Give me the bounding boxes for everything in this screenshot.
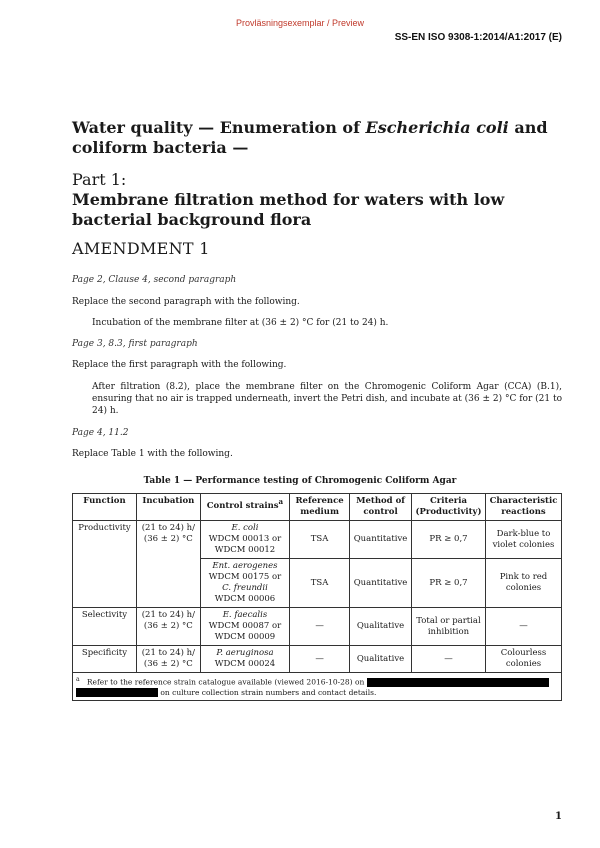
strain-name: E. faecalis (222, 610, 268, 620)
table-footnote (73, 673, 562, 701)
cell-reaction: Colourless colonies (485, 646, 561, 673)
strain-name: Ent. aerogenes (212, 561, 278, 571)
cell-reference-medium: TSA (290, 559, 350, 608)
table-row (73, 608, 562, 646)
title-italic-species: Escherichia coli (365, 118, 509, 137)
header-control-strains: Control strains$^a$ (200, 494, 289, 521)
strain-id: WDCM 00024 (214, 659, 276, 669)
cell-function: Specificity (73, 646, 137, 673)
clause-reference-2: Page 3, 8.3, first paragraph (72, 339, 198, 349)
footnote-text-2: on culture collection strain numbers and contact details. (160, 687, 377, 697)
cell-control-strain (200, 521, 289, 559)
cell-method: Quantitative (350, 521, 412, 559)
cell-reaction: Pink to red colonies (485, 559, 561, 608)
preview-watermark: Provläsningsexemplar / Preview (235, 18, 365, 28)
strain-id: WDCM 00009 (214, 632, 276, 642)
document-title (72, 118, 552, 158)
replacement-text-2: After filtration (8.2), place the membrane filter on the Chromogenic Coliform Agar (CCA) (B.1), ensuring that no air is trapped underneath, invert the Petri dish, and incubate at (36 ± 2) °C for (21 to 24) h. (92, 382, 562, 416)
table-caption: Table 1 — Performance testing of Chromogenic Coliform Agar (143, 476, 457, 486)
table-row (73, 559, 562, 608)
cell-incubation: (21 to 24) h/ (36 ± 2) °C (136, 608, 200, 646)
cell-reference-medium: — (290, 646, 350, 673)
strain-id: WDCM 00087 or (208, 621, 282, 631)
part-title: Membrane filtration method for waters with low bacterial background flora (72, 190, 505, 229)
cell-function: Selectivity (73, 608, 137, 646)
cell-criteria: Total or partial inhibition (412, 608, 486, 646)
table-header-row (73, 494, 562, 521)
redacted-link (76, 688, 158, 697)
cell-criteria: — (412, 646, 486, 673)
header-method-of-control: Method of control (350, 494, 412, 521)
footnote-text-1: Refer to the reference strain catalogue available (viewed 2016-10-28) on (86, 677, 365, 687)
part-heading (72, 170, 562, 230)
header-function: Function (73, 494, 137, 521)
standard-number: SS-EN ISO 9308-1:2014/A1:2017 (E) (394, 32, 562, 43)
clause-reference-3: Page 4, 11.2 (72, 428, 129, 438)
cell-incubation: (21 to 24) h/ (36 ± 2) °C (136, 521, 200, 559)
amendment-heading: AMENDMENT 1 (72, 239, 210, 258)
table-row (73, 521, 562, 559)
cell-reference-medium: — (290, 608, 350, 646)
header-characteristic-reactions: Characteristic reactions (485, 494, 561, 521)
cell-reaction: — (485, 608, 561, 646)
instruction-3: Replace Table 1 with the following. (72, 449, 233, 459)
replacement-text-1: Incubation of the membrane filter at (36 ± 2) °C for (21 to 24) h. (92, 318, 389, 328)
header-incubation: Incubation (136, 494, 200, 521)
strain-name: E. coli (231, 523, 259, 533)
cell-method: Quantitative (350, 559, 412, 608)
strain-id: WDCM 00006 (214, 594, 276, 604)
cell-reference-medium: TSA (290, 521, 350, 559)
performance-table (72, 493, 562, 701)
cell-incubation: (21 to 24) h/ (36 ± 2) °C (136, 646, 200, 673)
page-number: 1 (555, 811, 562, 822)
cell-method: Qualitative (350, 646, 412, 673)
strain-id: WDCM 00013 or (208, 534, 282, 544)
table-footnote-row (73, 673, 562, 701)
header-reference-medium: Reference medium (290, 494, 350, 521)
strain-id: WDCM 00012 (214, 545, 276, 555)
cell-criteria: PR ≥ 0,7 (412, 521, 486, 559)
cell-method: Qualitative (350, 608, 412, 646)
cell-control-strain (200, 608, 289, 646)
instruction-2: Replace the first paragraph with the following. (72, 360, 287, 370)
clause-reference-1: Page 2, Clause 4, second paragraph (72, 275, 237, 285)
redacted-link (367, 678, 549, 687)
cell-control-strain (200, 559, 289, 608)
strain-name: P. aeruginosa (216, 648, 274, 658)
table-row (73, 646, 562, 673)
instruction-1: Replace the second paragraph with the following. (72, 297, 300, 307)
cell-reaction: Dark-blue to violet colonies (485, 521, 561, 559)
part-label: Part 1: (72, 170, 127, 189)
strain-name: C. freundii (222, 583, 268, 593)
title-text-1: Water quality — Enumeration of (72, 118, 366, 137)
title-text-2: and coliform bacteria — (72, 118, 548, 157)
header-criteria: Criteria (Productivity) (412, 494, 486, 521)
footnote-marker-sup: a (278, 497, 284, 506)
footnote-marker: a (76, 676, 80, 683)
cell-function: Productivity (73, 521, 137, 559)
strain-id: WDCM 00175 or (208, 572, 282, 582)
cell-control-strain (200, 646, 289, 673)
cell-criteria: PR ≥ 0,7 (412, 559, 486, 608)
